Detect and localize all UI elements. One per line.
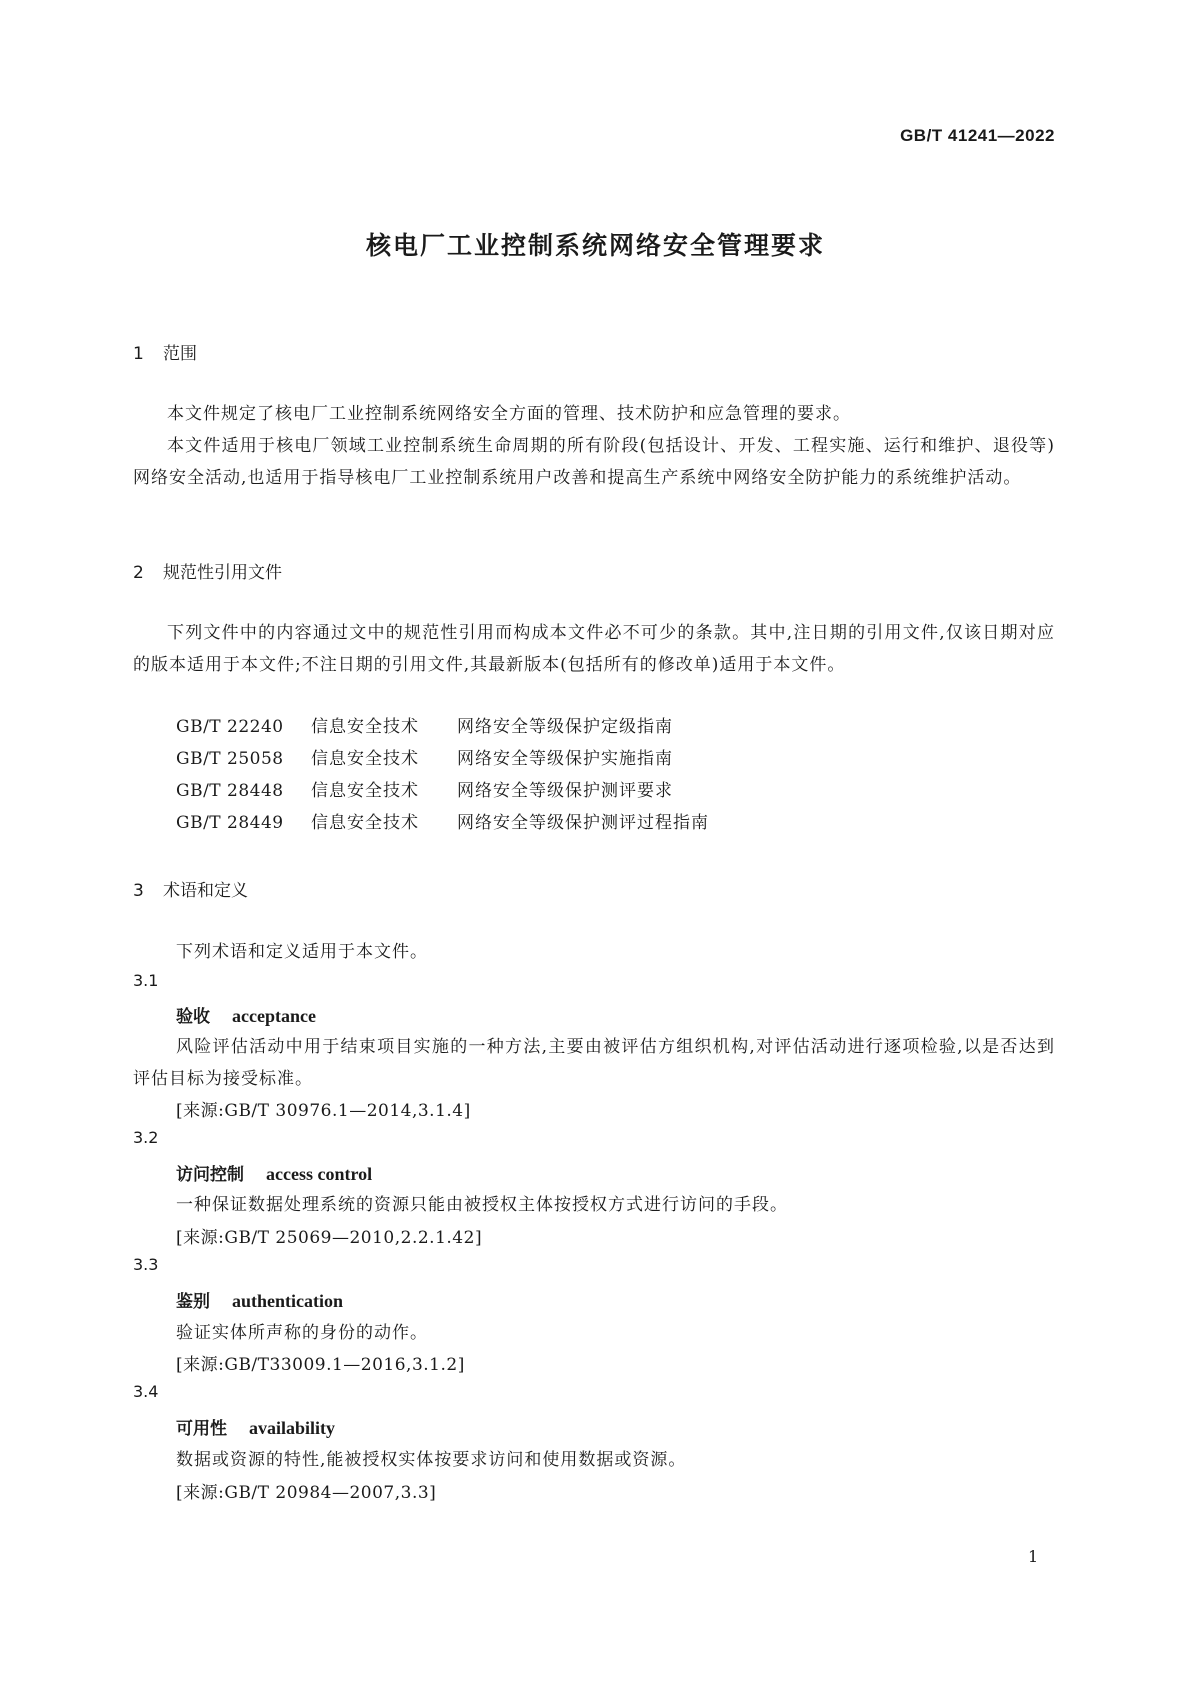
normative-refs-intro: 下列文件中的内容通过文中的规范性引用而构成本文件必不可少的条款。其中,注日期的引用文件,仅该日期对应的版本适用于本文件;不注日期的引用文件,其最新版本(包括所有的修改单)适用于本文件。	[133, 623, 1055, 675]
section-heading-scope	[133, 339, 197, 364]
reference-title-part1: 信息安全技术	[311, 813, 419, 833]
terms-intro: 下列术语和定义适用于本文件。	[176, 942, 428, 962]
reference-title-part2: 网络安全等级保护测评要求	[457, 781, 673, 801]
term-number: 3.1	[133, 971, 159, 990]
reference-title-part1: 信息安全技术	[311, 717, 419, 737]
term-title	[176, 1160, 372, 1185]
document-title: 核电厂工业控制系统网络安全管理要求	[365, 231, 825, 260]
term-definition: 验证实体所声称的身份的动作。	[176, 1323, 428, 1343]
reference-item	[176, 744, 673, 769]
reference-title-part2: 网络安全等级保护实施指南	[457, 749, 673, 769]
section-number: 1	[133, 344, 144, 364]
reference-code: GB/T 25058	[176, 749, 284, 769]
standard-code: GB/T 41241—2022	[900, 126, 1055, 145]
reference-title-part1: 信息安全技术	[311, 781, 419, 801]
term-name-en: access control	[266, 1164, 373, 1184]
term-source: [来源:GB/T33009.1—2016,3.1.2]	[176, 1355, 465, 1375]
section-heading-normative-refs	[133, 558, 282, 583]
section-heading-terms	[133, 876, 248, 901]
term-title	[176, 1414, 335, 1439]
reference-code: GB/T 28448	[176, 781, 284, 801]
term-name-en: authentication	[232, 1291, 344, 1311]
term-name-zh: 验收	[176, 1007, 210, 1027]
term-name-zh: 鉴别	[176, 1292, 210, 1312]
term-definition: 数据或资源的特性,能被授权实体按要求访问和使用数据或资源。	[176, 1450, 687, 1470]
reference-item	[176, 712, 673, 737]
section-title: 范围	[163, 344, 197, 364]
reference-title-part2: 网络安全等级保护测评过程指南	[457, 813, 709, 833]
section-title: 规范性引用文件	[163, 563, 282, 583]
term-number: 3.3	[133, 1255, 159, 1274]
reference-code: GB/T 22240	[176, 717, 284, 737]
page-number: 1	[1028, 1547, 1039, 1566]
term-name-en: availability	[249, 1418, 336, 1438]
term-name-en: acceptance	[232, 1006, 316, 1026]
section-number: 3	[133, 881, 144, 901]
term-source: [来源:GB/T 20984—2007,3.3]	[176, 1483, 437, 1503]
section-title: 术语和定义	[163, 881, 248, 901]
term-definition: 风险评估活动中用于结束项目实施的一种方法,主要由被评估方组织机构,对评估活动进行逐项检验,以是否达到评估目标为接受标准。	[133, 1037, 1055, 1089]
term-source: [来源:GB/T 25069—2010,2.2.1.42]	[176, 1228, 483, 1248]
term-number: 3.2	[133, 1128, 159, 1147]
term-title	[176, 1002, 316, 1027]
term-number: 3.4	[133, 1382, 159, 1401]
scope-paragraph-1: 本文件规定了核电厂工业控制系统网络安全方面的管理、技术防护和应急管理的要求。	[167, 404, 851, 424]
reference-title-part2: 网络安全等级保护定级指南	[457, 717, 673, 737]
scope-paragraph-2: 本文件适用于核电厂领域工业控制系统生命周期的所有阶段(包括设计、开发、工程实施、运行和维护、退役等)网络安全活动,也适用于指导核电厂工业控制系统用户改善和提高生产系统中网络安全防护能力的系统维护活动。	[133, 436, 1055, 488]
term-source: [来源:GB/T 30976.1—2014,3.1.4]	[176, 1101, 471, 1121]
reference-title-part1: 信息安全技术	[311, 749, 419, 769]
term-name-zh: 访问控制	[176, 1165, 244, 1185]
term-title	[176, 1287, 343, 1312]
reference-item	[176, 808, 709, 833]
reference-code: GB/T 28449	[176, 813, 284, 833]
reference-item	[176, 776, 673, 801]
term-name-zh: 可用性	[176, 1419, 227, 1439]
section-number: 2	[133, 563, 144, 583]
term-definition: 一种保证数据处理系统的资源只能由被授权主体按授权方式进行访问的手段。	[176, 1195, 788, 1215]
